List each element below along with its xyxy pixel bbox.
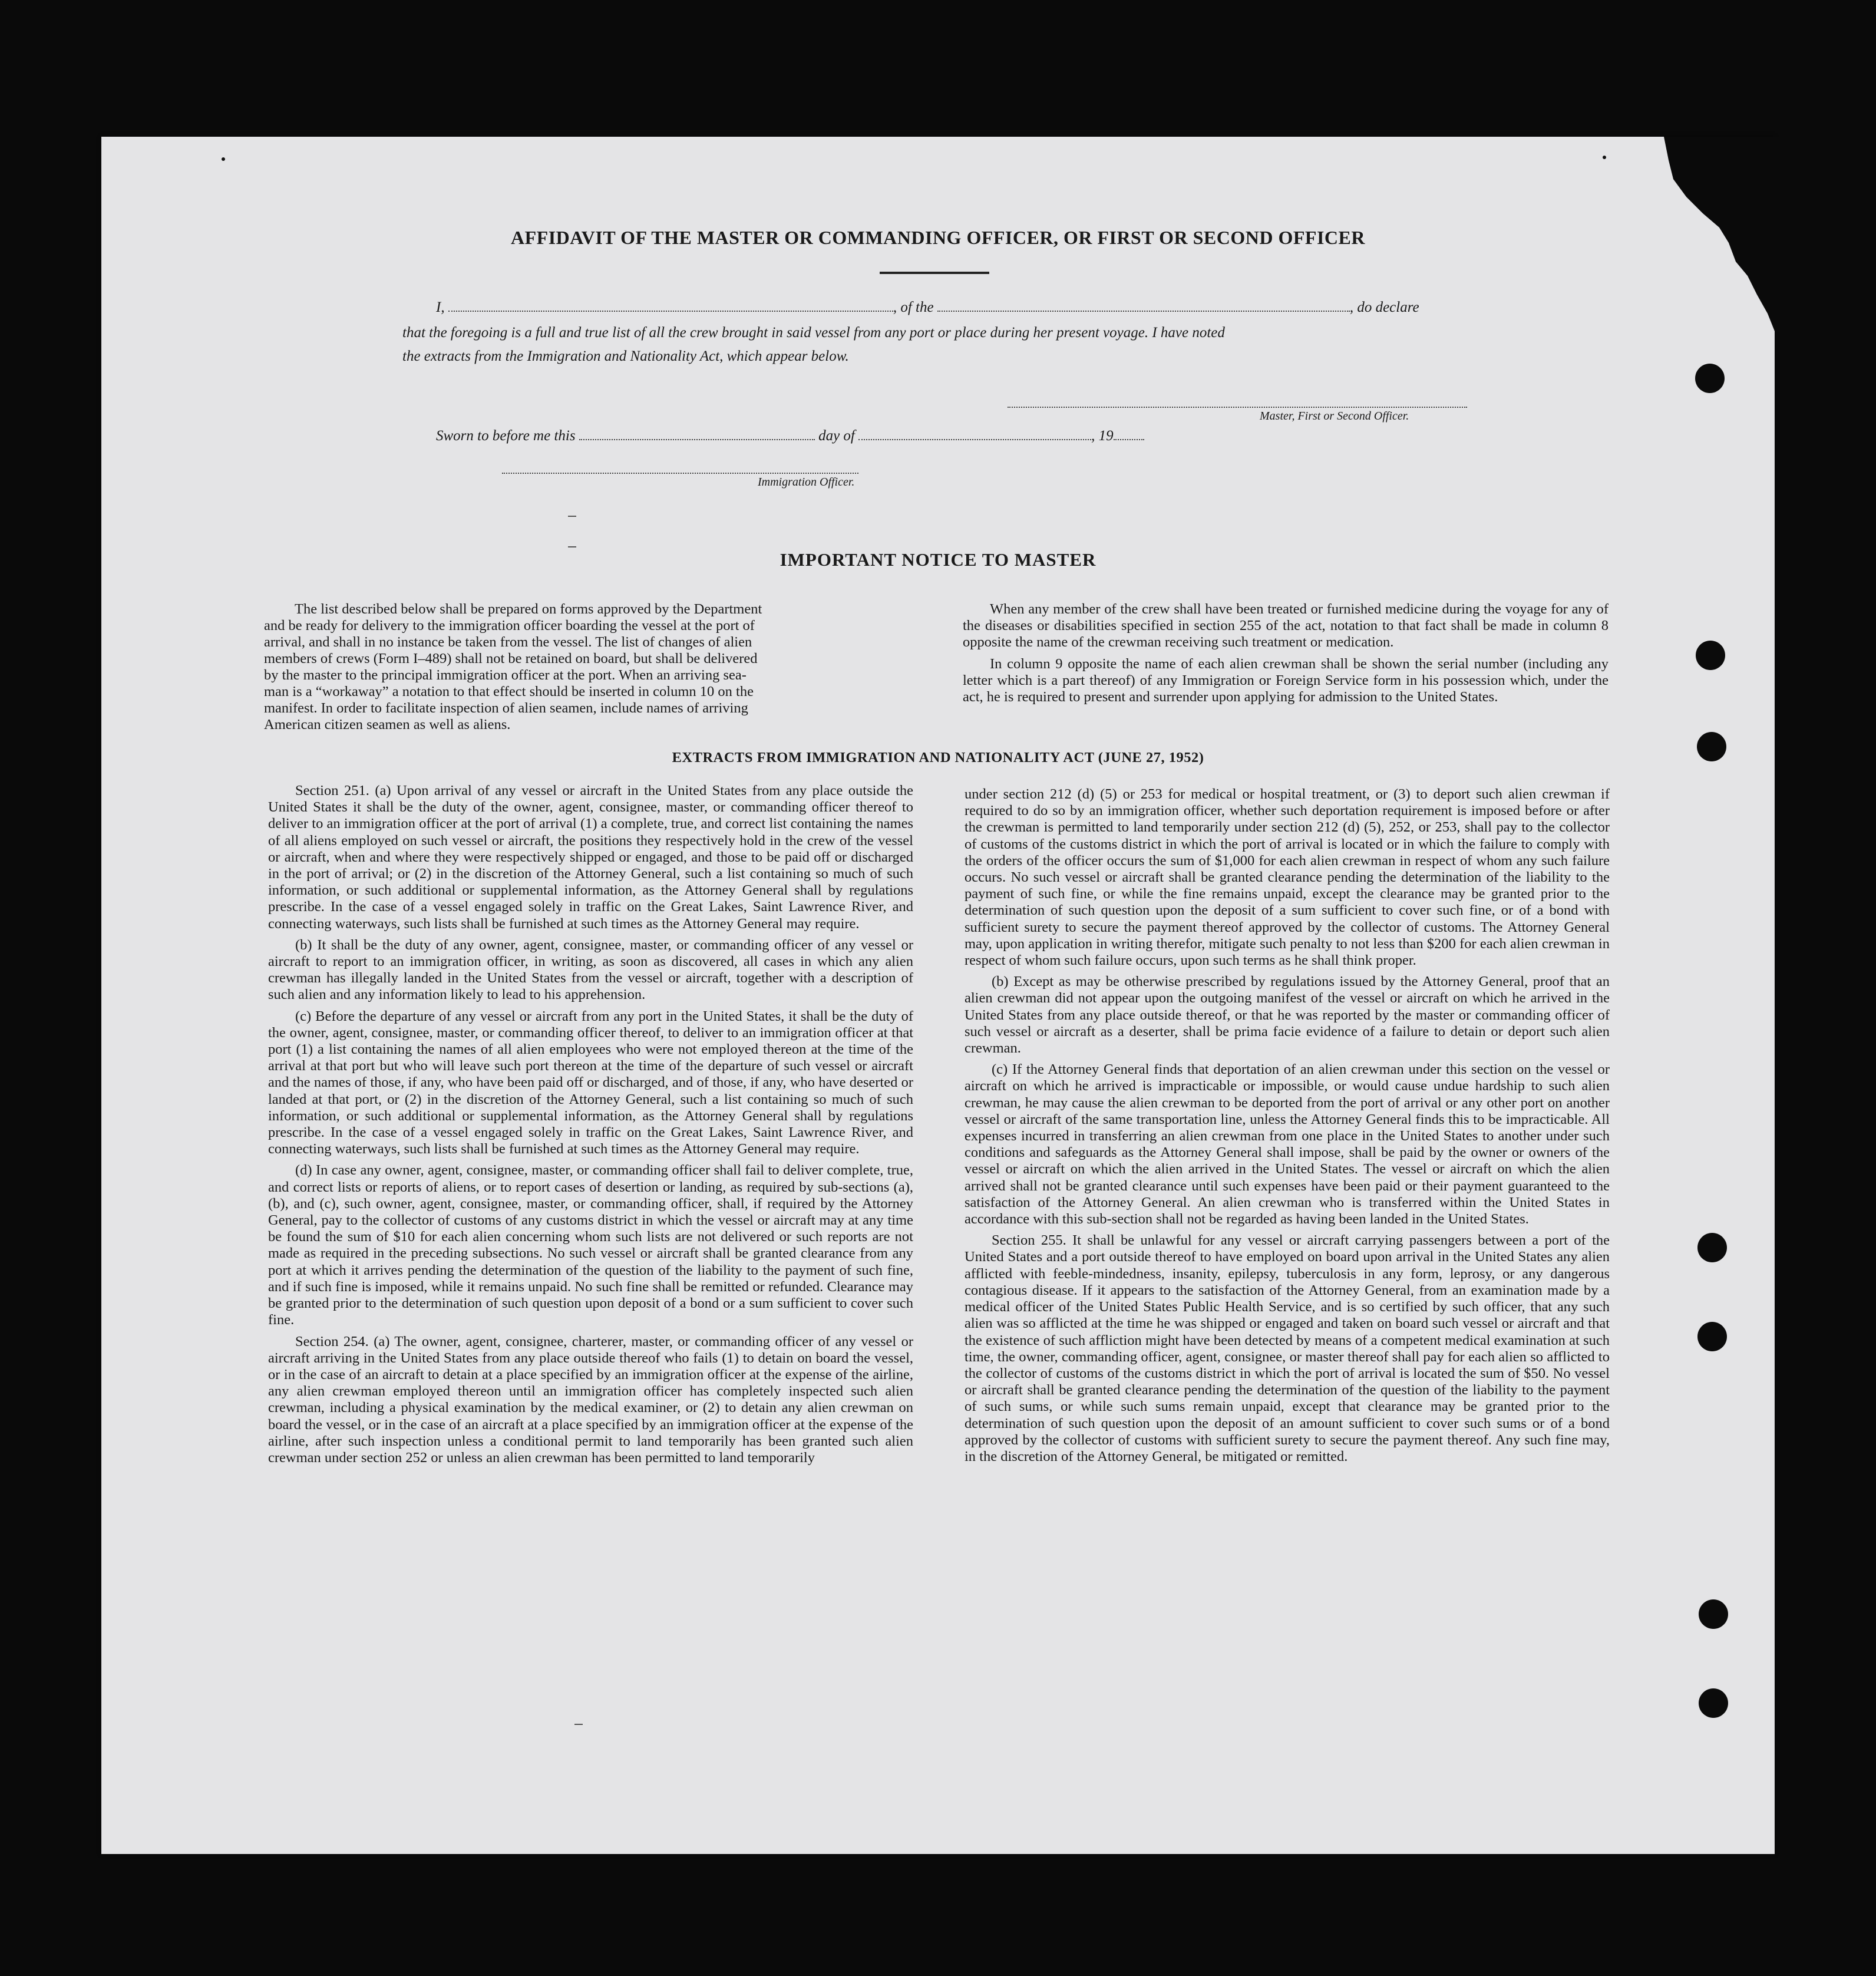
of-the-label: , of the <box>893 299 934 315</box>
act-paragraph: under section 212 (d) (5) or 253 for medical or hospital treatment, or (3) to deport such alien crewman if required to do so by an immigration officer, whether such deportation requirement is imposed before or after the crewman is permitted to land temporarily under section 212 (d) (5), 252, or 253, shall pay to the collector of customs of the customs district in which the port of arrival is located or in which the failure to comply with the orders of the officer occurs the sum of $1,000 for each alien crewman in respect of whom any such failure occurs. No such vessel or aircraft shall be granted clearance pending the determination of the liability to the payment of such fine, or while the fine remains unpaid, except the clearance may be granted prior to the determination of such question upon the deposit of a sum sufficient to cover such fine, or of a bond with sufficient surety to secure the payment thereof approved by the collector of customs. The Attorney General may, upon application in writing therefor, mitigate such penalty to not less than $200 for each alien crewman in respect of whom such failure occurs, upon such terms as he shall think proper. <box>965 786 1610 969</box>
sworn-year-field[interactable] <box>1114 428 1144 440</box>
vessel-name-field[interactable] <box>937 300 1350 312</box>
extracts-left-column <box>268 783 913 1471</box>
declaration-line-3: the extracts from the Immigration and Nationality Act, which appear below. <box>402 348 849 364</box>
sworn-day-field[interactable] <box>579 428 815 440</box>
speck <box>222 157 225 161</box>
notice-line: manifest. In order to facilitate inspection of alien seamen, include names of arriving <box>264 700 748 716</box>
act-paragraph: (b) It shall be the duty of any owner, agent, consignee, master, or commanding officer of any vessel or aircraft to report to an immigration officer, in writing, as soon as discovered, all cases in which any alien crewman has illegally landed in the United States from the vessel or aircraft, together with a description of such alien and any information likely to lead to his apprehension. <box>268 936 913 1003</box>
do-declare-label: , do declare <box>1349 299 1419 315</box>
sworn-line <box>436 428 1144 444</box>
master-caption: Master, First or Second Officer. <box>1260 410 1409 423</box>
speck <box>1603 156 1606 159</box>
act-paragraph: (c) Before the departure of any vessel or aircraft from any port in the United States, it shall be the duty of the owner, agent, consignee, master, or commanding officer thereof, to deliver to an immigration officer at that port (1) a list containing the names of all alien employees who were not employed thereon at the time of the arrival at that port but who will leave such port thereon at the time of the departure of such vessel or aircraft and the names of those, if any, who have been paid off or discharged, and of those, if any, who have deserted or landed at that port, or (2) in the discretion of the Attorney General, such a list containing so much of such information, or such additional or supplemental information, as the Attorney General shall by regulations prescribe. In the case of a vessel engaged solely in traffic on the Great Lakes, Saint Lawrence River, and connecting waterways, such lists shall be furnished at such times as the Attorney General may require. <box>268 1008 913 1157</box>
notice-line: and be ready for delivery to the immigration officer boarding the vessel at the port of <box>264 618 755 634</box>
year-label: , 19 <box>1091 428 1114 444</box>
officer-caption: Immigration Officer. <box>758 476 855 489</box>
notice-paragraph: When any member of the crew shall have been treated or furnished medicine during the voyage for any of the diseases or disabilities specified in section 255 of the act, notation to that fact shall be made in column 8 opposite the name of the crewman receiving such treatment or medication. <box>963 601 1609 651</box>
master-signature-line[interactable] <box>1008 396 1467 408</box>
notice-title: IMPORTANT NOTICE TO MASTER <box>780 549 1096 570</box>
notice-paragraph: In column 9 opposite the name of each alien crewman shall be shown the serial number (including any letter which is a part thereof) of any Immigration or Foreign Service form in his possession which, under the act, he is required to present and surrender upon applying for admission to the United States. <box>963 655 1609 705</box>
punch-hole <box>1699 1688 1728 1718</box>
margin-mark <box>568 546 576 547</box>
declaration-line-1 <box>436 299 1419 316</box>
sworn-label: Sworn to before me this <box>436 428 576 444</box>
notice-line: American citizen seamen as well as aliens. <box>264 717 511 733</box>
notice-left-column <box>264 601 907 733</box>
master-name-field[interactable] <box>448 300 893 312</box>
punch-hole <box>1697 1322 1727 1351</box>
notice-line: arrival, and shall in no instance be taken from the vessel. The list of changes of alien <box>264 634 752 650</box>
declare-i-label: I, <box>436 299 445 315</box>
declaration-line-2: that the foregoing is a full and true list of all the crew brought in said vessel from any port or place during her present voyage. I have noted <box>402 325 1225 341</box>
sworn-month-field[interactable] <box>858 428 1091 440</box>
punch-hole <box>1697 1233 1727 1262</box>
punch-hole <box>1695 364 1725 393</box>
extracts-right-column <box>965 786 1610 1470</box>
officer-signature-line[interactable] <box>502 462 858 474</box>
punch-hole <box>1699 1599 1728 1629</box>
margin-mark <box>568 516 576 517</box>
act-paragraph: (c) If the Attorney General finds that deportation of an alien crewman under this section on the vessel or aircraft on which he arrived is impracticable or impossible, or would cause undue hardship to such alien crewman, he may cause the alien crewman to be deported from the port of arrival or any other port on another vessel or aircraft of the same transportation line, unless the Attorney General finds this to be impracticable. All expenses incurred in transferring an alien crewman from one place in the United States to another under such conditions and safeguards as the Attorney General shall impose, shall be paid by the owner or owners of the vessel or aircraft on which the alien arrived in the United States. The vessel or aircraft on which the alien arrived shall not be granted clearance until such expenses have been paid or their payment guaranteed to the satisfaction of the Attorney General. An alien crewman who is transferred within the United States in accordance with this sub-section shall not be regarded as having been landed in the United States. <box>965 1061 1610 1228</box>
margin-mark <box>574 1724 583 1725</box>
notice-line: man is a “workaway” a notation to that effect should be inserted in column 10 on the <box>264 684 754 700</box>
title-rule <box>880 272 989 274</box>
notice-right-column <box>963 601 1609 710</box>
notice-line: The list described below shall be prepared on forms approved by the Department <box>295 601 762 617</box>
act-paragraph: Section 251. (a) Upon arrival of any vessel or aircraft in the United States from any place outside the United States it shall be the duty of the owner, agent, consignee, master, or commanding officer thereof to deliver to an immigration officer at the port of arrival (1) a complete, true, and correct list containing the names of all aliens employed on such vessel or aircraft, the positions they respectively hold in the crew of the vessel or aircraft, when and where they were respectively shipped or engaged, and those to be paid off or discharged in the port of arrival; or (2) in the discretion of the Attorney General, such a list containing so much of such information, or such additional or supplemental information, as the Attorney General shall by regulations prescribe. In the case of a vessel engaged solely in traffic on the Great Lakes, Saint Lawrence River, and connecting waterways, such lists shall be furnished at such times as the Attorney General may require. <box>268 783 913 932</box>
notice-line: by the master to the principal immigration officer at the port. When an arriving sea- <box>264 667 747 683</box>
affidavit-title: AFFIDAVIT OF THE MASTER OR COMMANDING OFFICER, OR FIRST OR SECOND OFFICER <box>511 227 1365 248</box>
day-of-label: day of <box>818 428 855 444</box>
notice-line: members of crews (Form I–489) shall not be retained on board, but shall be delivered <box>264 651 758 667</box>
act-paragraph: (d) In case any owner, agent, consignee, master, or commanding officer shall fail to deliver complete, true, and correct lists or reports of aliens, or to report cases of desertion or landing, as required by sub-sections (a), (b), and (c), such owner, agent, consignee, master, or commanding officer, shall, if required by the Attorney General, pay to the collector of customs of any customs district in which the vessel or aircraft may at any time be found the sum of $10 for each alien concerning whom such lists are not delivered or such reports are not made as required in the preceding subsections. No such vessel or aircraft shall be granted clearance from any port at which it arrives pending the determination of the question of the liability to the payment of such fine, and if such fine is imposed, while it remains unpaid. No such fine shall be remitted or refunded. Clearance may be granted prior to the determination of such question upon deposit of a bond or a sum sufficient to cover such fine. <box>268 1162 913 1328</box>
extracts-title: EXTRACTS FROM IMMIGRATION AND NATIONALITY ACT (JUNE 27, 1952) <box>672 750 1204 766</box>
punch-hole <box>1696 641 1725 670</box>
act-paragraph: Section 255. It shall be unlawful for any vessel or aircraft carrying passengers between a port of the United States and a port outside thereof to have employed on board upon arrival in the United States any alien afflicted with feeble-mindedness, insanity, epilepsy, tuberculosis in any form, leprosy, or any dangerous contagious disease. If it appears to the satisfaction of the Attorney General, from an examination made by a medical officer of the United States Public Health Service, and is so certified by such officer, that any such alien was so afflicted at the time he was shipped or engaged and taken on board such vessel or aircraft and that the existence of such affliction might have been detected by means of a competent medical examination at such time, the owner, commanding officer, agent, consignee, or master thereof shall pay for each alien so afflicted to the collector of customs of the customs district in which the port of arrival is located the sum of $50. No vessel or aircraft shall be granted clearance pending the determination of the question of the liability to the payment of such sums, or while such sums remain unpaid, except that clearance may be granted prior to the determination of such question upon the deposit of an amount sufficient to cover such sums or of a bond approved by the collector of customs with sufficient surety to secure the payment thereof. Any such fine may, in the discretion of the Attorney General, be mitigated or remitted. <box>965 1232 1610 1464</box>
act-paragraph: Section 254. (a) The owner, agent, consignee, charterer, master, or commanding officer of any vessel or aircraft arriving in the United States from any place outside thereof who fails (1) to detain on board the vessel, or in the case of an aircraft to detain at a place specified by an immigration officer at the expense of the airline, any alien crewman employed thereon until an immigration officer has completely inspected such alien crewman, including a physical examination by the medical examiner, or (2) to detain any alien crewman on board the vessel, or in the case of an aircraft at a place specified by an immigration officer at the expense of the airline, after such inspection unless a conditional permit to land temporarily has been granted such alien crewman under section 252 or unless an alien crewman has been permitted to land temporarily <box>268 1333 913 1466</box>
act-paragraph: (b) Except as may be otherwise prescribed by regulations issued by the Attorney General, proof that an alien crewman did not appear upon the outgoing manifest of the vessel or aircraft on which he arrived in the United States from any place outside thereof, or that he was reported by the master or commanding officer of such vessel or aircraft as a deserter, shall be prima facie evidence of a failure to detain or deport such alien crewman. <box>965 974 1610 1057</box>
